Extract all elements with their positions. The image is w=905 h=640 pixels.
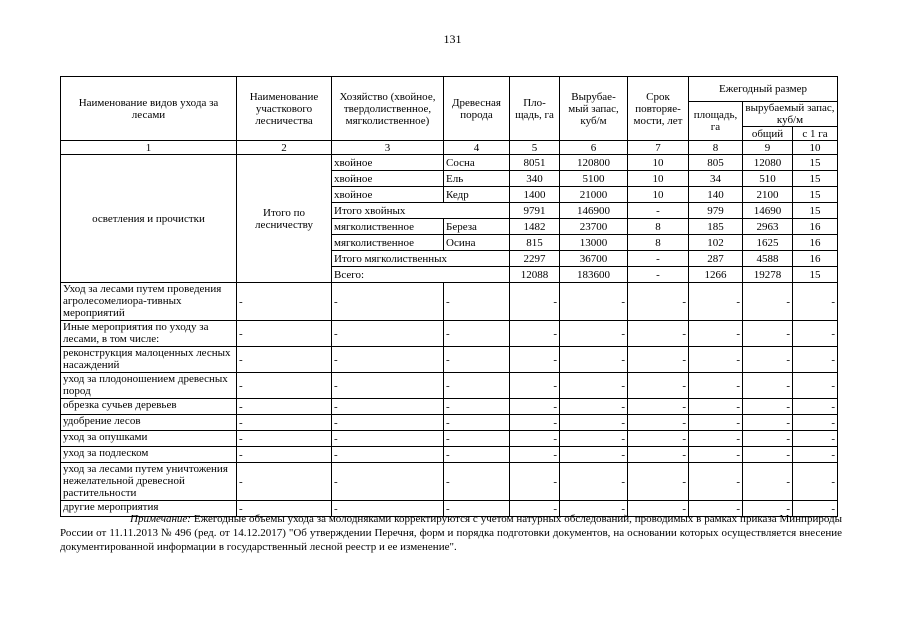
- farm-cell: хвойное: [332, 155, 444, 171]
- annual-total-cell: 19278: [743, 267, 793, 283]
- table-row: [61, 373, 838, 399]
- subtotal-label: Итого мягколиственных: [332, 251, 510, 267]
- header-species: Древесная порода: [444, 77, 510, 141]
- volume-cell: 13000: [560, 235, 628, 251]
- header-forestry: Наименование участкового лесничества: [237, 77, 332, 141]
- care-type-cell: другие мероприятия: [61, 501, 237, 517]
- column-number: 8: [689, 141, 743, 155]
- volume-cell: 120800: [560, 155, 628, 171]
- dash-cell: -: [743, 321, 793, 347]
- dash-cell: -: [628, 283, 689, 321]
- period-cell: 8: [628, 235, 689, 251]
- dash-cell: -: [689, 415, 743, 431]
- annual-per-ha-cell: 15: [793, 267, 838, 283]
- dash-cell: -: [237, 321, 332, 347]
- period-cell: -: [628, 203, 689, 219]
- dash-cell: -: [560, 501, 628, 517]
- column-number: 9: [743, 141, 793, 155]
- care-type-cell: обрезка сучьев деревьев: [61, 399, 237, 415]
- column-number: 10: [793, 141, 838, 155]
- dash-cell: -: [444, 399, 510, 415]
- dash-cell: -: [793, 373, 838, 399]
- dash-cell: -: [237, 373, 332, 399]
- annual-area-cell: 805: [689, 155, 743, 171]
- dash-cell: -: [628, 321, 689, 347]
- table-row: [61, 447, 838, 463]
- dash-cell: -: [237, 463, 332, 501]
- dash-cell: -: [237, 501, 332, 517]
- period-cell: 10: [628, 155, 689, 171]
- dash-cell: -: [689, 447, 743, 463]
- header-annual-area: площадь, га: [689, 102, 743, 141]
- annual-total-cell: 2100: [743, 187, 793, 203]
- dash-cell: -: [743, 347, 793, 373]
- area-cell: 815: [510, 235, 560, 251]
- annual-area-cell: 185: [689, 219, 743, 235]
- table-row: [61, 321, 838, 347]
- dash-cell: -: [689, 373, 743, 399]
- dash-cell: -: [560, 283, 628, 321]
- annual-per-ha-cell: 16: [793, 219, 838, 235]
- dash-cell: -: [510, 463, 560, 501]
- species-cell: Сосна: [444, 155, 510, 171]
- annual-total-cell: 4588: [743, 251, 793, 267]
- table-row: [61, 415, 838, 431]
- dash-cell: -: [444, 373, 510, 399]
- dash-cell: -: [510, 347, 560, 373]
- dash-cell: -: [743, 399, 793, 415]
- dash-cell: -: [444, 463, 510, 501]
- dash-cell: -: [793, 431, 838, 447]
- dash-cell: -: [793, 501, 838, 517]
- dash-cell: -: [444, 447, 510, 463]
- area-cell: 340: [510, 171, 560, 187]
- volume-cell: 146900: [560, 203, 628, 219]
- dash-cell: -: [793, 415, 838, 431]
- dash-cell: -: [560, 431, 628, 447]
- dash-cell: -: [444, 283, 510, 321]
- dash-cell: -: [628, 501, 689, 517]
- period-cell: 10: [628, 171, 689, 187]
- dash-cell: -: [743, 463, 793, 501]
- dash-cell: -: [560, 415, 628, 431]
- dash-cell: -: [510, 501, 560, 517]
- dash-cell: -: [628, 415, 689, 431]
- note: [60, 512, 842, 554]
- annual-per-ha-cell: 16: [793, 251, 838, 267]
- dash-cell: -: [560, 447, 628, 463]
- dash-cell: -: [332, 447, 444, 463]
- table-row: [61, 431, 838, 447]
- dash-cell: -: [689, 501, 743, 517]
- annual-total-cell: 12080: [743, 155, 793, 171]
- volume-cell: 36700: [560, 251, 628, 267]
- dash-cell: -: [444, 431, 510, 447]
- farm-cell: мягколиственное: [332, 219, 444, 235]
- care-type-cell: уход за опушками: [61, 431, 237, 447]
- forest-care-table: [60, 76, 838, 517]
- column-numbers-row: [61, 141, 838, 155]
- area-cell: 8051: [510, 155, 560, 171]
- care-type-cell: уход за плодоношением древесных пород: [61, 373, 237, 399]
- dash-cell: -: [510, 399, 560, 415]
- area-cell: 2297: [510, 251, 560, 267]
- column-number: 4: [444, 141, 510, 155]
- dash-cell: -: [743, 431, 793, 447]
- note-text: Ежегодные объемы ухода за молодняками корректируются с учетом натурных обследований, проводимых в рамках приказа Минприроды России от 11.11.2013 № 496 (ред. от 14.12.2017) "Об утверждении Перечня, форм и порядка подготовки документов, на основании которых осуществляется внесение документированной информации в государственный лесной реестр и ее изменение".: [60, 513, 843, 553]
- table-row: [61, 463, 838, 501]
- care-type-cell: Иные мероприятия по уходу за лесами, в том числе:: [61, 321, 237, 347]
- note-label: Примечание:: [130, 513, 191, 525]
- species-cell: Кедр: [444, 187, 510, 203]
- dash-cell: -: [237, 283, 332, 321]
- dash-cell: -: [628, 447, 689, 463]
- dash-cell: -: [332, 321, 444, 347]
- dash-cell: -: [560, 373, 628, 399]
- dash-cell: -: [510, 431, 560, 447]
- dash-cell: -: [689, 321, 743, 347]
- farm-cell: мягколиственное: [332, 235, 444, 251]
- annual-area-cell: 979: [689, 203, 743, 219]
- dash-cell: -: [689, 283, 743, 321]
- dash-cell: -: [743, 373, 793, 399]
- care-type-cell: Уход за лесами путем проведения агролесомелиора-тивных мероприятий: [61, 283, 237, 321]
- dash-cell: -: [628, 431, 689, 447]
- species-cell: Ель: [444, 171, 510, 187]
- area-cell: 9791: [510, 203, 560, 219]
- period-cell: -: [628, 251, 689, 267]
- period-cell: 8: [628, 219, 689, 235]
- annual-per-ha-cell: 15: [793, 203, 838, 219]
- header-area: Пло-щадь, га: [510, 77, 560, 141]
- annual-per-ha-cell: 15: [793, 171, 838, 187]
- dash-cell: -: [510, 373, 560, 399]
- table-row: [61, 347, 838, 373]
- dash-cell: -: [793, 447, 838, 463]
- column-number: 1: [61, 141, 237, 155]
- header-annual-volume: вырубаемый запас, куб/м: [743, 102, 838, 127]
- dash-cell: -: [793, 283, 838, 321]
- volume-cell: 21000: [560, 187, 628, 203]
- dash-cell: -: [560, 321, 628, 347]
- header-period: Срок повторяе-мости, лет: [628, 77, 689, 141]
- volume-cell: 5100: [560, 171, 628, 187]
- farm-cell: хвойное: [332, 171, 444, 187]
- annual-per-ha-cell: 15: [793, 155, 838, 171]
- dash-cell: -: [743, 501, 793, 517]
- period-cell: -: [628, 267, 689, 283]
- area-cell: 1400: [510, 187, 560, 203]
- header-care-type: Наименование видов ухода за лесами: [61, 77, 237, 141]
- dash-cell: -: [560, 463, 628, 501]
- dash-cell: -: [237, 399, 332, 415]
- dash-cell: -: [793, 399, 838, 415]
- dash-cell: -: [689, 463, 743, 501]
- annual-total-cell: 510: [743, 171, 793, 187]
- annual-area-cell: 102: [689, 235, 743, 251]
- species-cell: Осина: [444, 235, 510, 251]
- annual-total-cell: 14690: [743, 203, 793, 219]
- annual-total-cell: 1625: [743, 235, 793, 251]
- volume-cell: 23700: [560, 219, 628, 235]
- dash-cell: -: [510, 283, 560, 321]
- forestry-cell: Итого по лесничеству: [237, 155, 332, 283]
- farm-cell: хвойное: [332, 187, 444, 203]
- dash-cell: -: [237, 447, 332, 463]
- header-volume: Вырубае-мый запас, куб/м: [560, 77, 628, 141]
- dash-cell: -: [332, 463, 444, 501]
- dash-cell: -: [332, 399, 444, 415]
- dash-cell: -: [510, 321, 560, 347]
- annual-total-cell: 2963: [743, 219, 793, 235]
- dash-cell: -: [332, 415, 444, 431]
- dash-cell: -: [743, 415, 793, 431]
- dash-cell: -: [444, 347, 510, 373]
- dash-cell: -: [237, 347, 332, 373]
- annual-per-ha-cell: 16: [793, 235, 838, 251]
- annual-area-cell: 34: [689, 171, 743, 187]
- dash-cell: -: [332, 501, 444, 517]
- annual-area-cell: 287: [689, 251, 743, 267]
- dash-cell: -: [237, 415, 332, 431]
- dash-cell: -: [793, 463, 838, 501]
- dash-cell: -: [628, 463, 689, 501]
- dash-cell: -: [689, 399, 743, 415]
- dash-cell: -: [332, 347, 444, 373]
- care-type-cell: осветления и прочистки: [61, 155, 237, 283]
- care-type-cell: уход за лесами путем уничтожения нежелательной древесной растительности: [61, 463, 237, 501]
- dash-cell: -: [793, 347, 838, 373]
- column-number: 5: [510, 141, 560, 155]
- dash-cell: -: [510, 415, 560, 431]
- dash-cell: -: [560, 347, 628, 373]
- dash-cell: -: [444, 321, 510, 347]
- header-annual-per-ha: с 1 га: [793, 127, 838, 141]
- dash-cell: -: [560, 399, 628, 415]
- care-type-cell: реконструкция малоценных лесных насаждений: [61, 347, 237, 373]
- header-annual: Ежегодный размер: [689, 77, 838, 102]
- area-cell: 12088: [510, 267, 560, 283]
- subtotal-label: Итого хвойных: [332, 203, 510, 219]
- subtotal-label: Всего:: [332, 267, 510, 283]
- column-number: 6: [560, 141, 628, 155]
- page-number: 131: [443, 32, 462, 46]
- dash-cell: -: [237, 431, 332, 447]
- annual-area-cell: 140: [689, 187, 743, 203]
- dash-cell: -: [628, 399, 689, 415]
- period-cell: 10: [628, 187, 689, 203]
- dash-cell: -: [689, 431, 743, 447]
- dash-cell: -: [332, 283, 444, 321]
- table-row: [61, 155, 838, 171]
- dash-cell: -: [743, 447, 793, 463]
- care-type-cell: уход за подлеском: [61, 447, 237, 463]
- volume-cell: 183600: [560, 267, 628, 283]
- dash-cell: -: [793, 321, 838, 347]
- column-number: 7: [628, 141, 689, 155]
- dash-cell: -: [332, 431, 444, 447]
- dash-cell: -: [628, 347, 689, 373]
- species-cell: Береза: [444, 219, 510, 235]
- annual-area-cell: 1266: [689, 267, 743, 283]
- annual-per-ha-cell: 15: [793, 187, 838, 203]
- header-farm: Хозяйство (хвойное, твердолиственное, мягколиственное): [332, 77, 444, 141]
- dash-cell: -: [628, 373, 689, 399]
- table-row: [61, 283, 838, 321]
- dash-cell: -: [444, 415, 510, 431]
- column-number: 3: [332, 141, 444, 155]
- dash-cell: -: [332, 373, 444, 399]
- table-row: [61, 399, 838, 415]
- column-number: 2: [237, 141, 332, 155]
- dash-cell: -: [510, 447, 560, 463]
- dash-cell: -: [743, 283, 793, 321]
- dash-cell: -: [689, 347, 743, 373]
- header-annual-total: общий: [743, 127, 793, 141]
- area-cell: 1482: [510, 219, 560, 235]
- dash-cell: -: [444, 501, 510, 517]
- care-type-cell: удобрение лесов: [61, 415, 237, 431]
